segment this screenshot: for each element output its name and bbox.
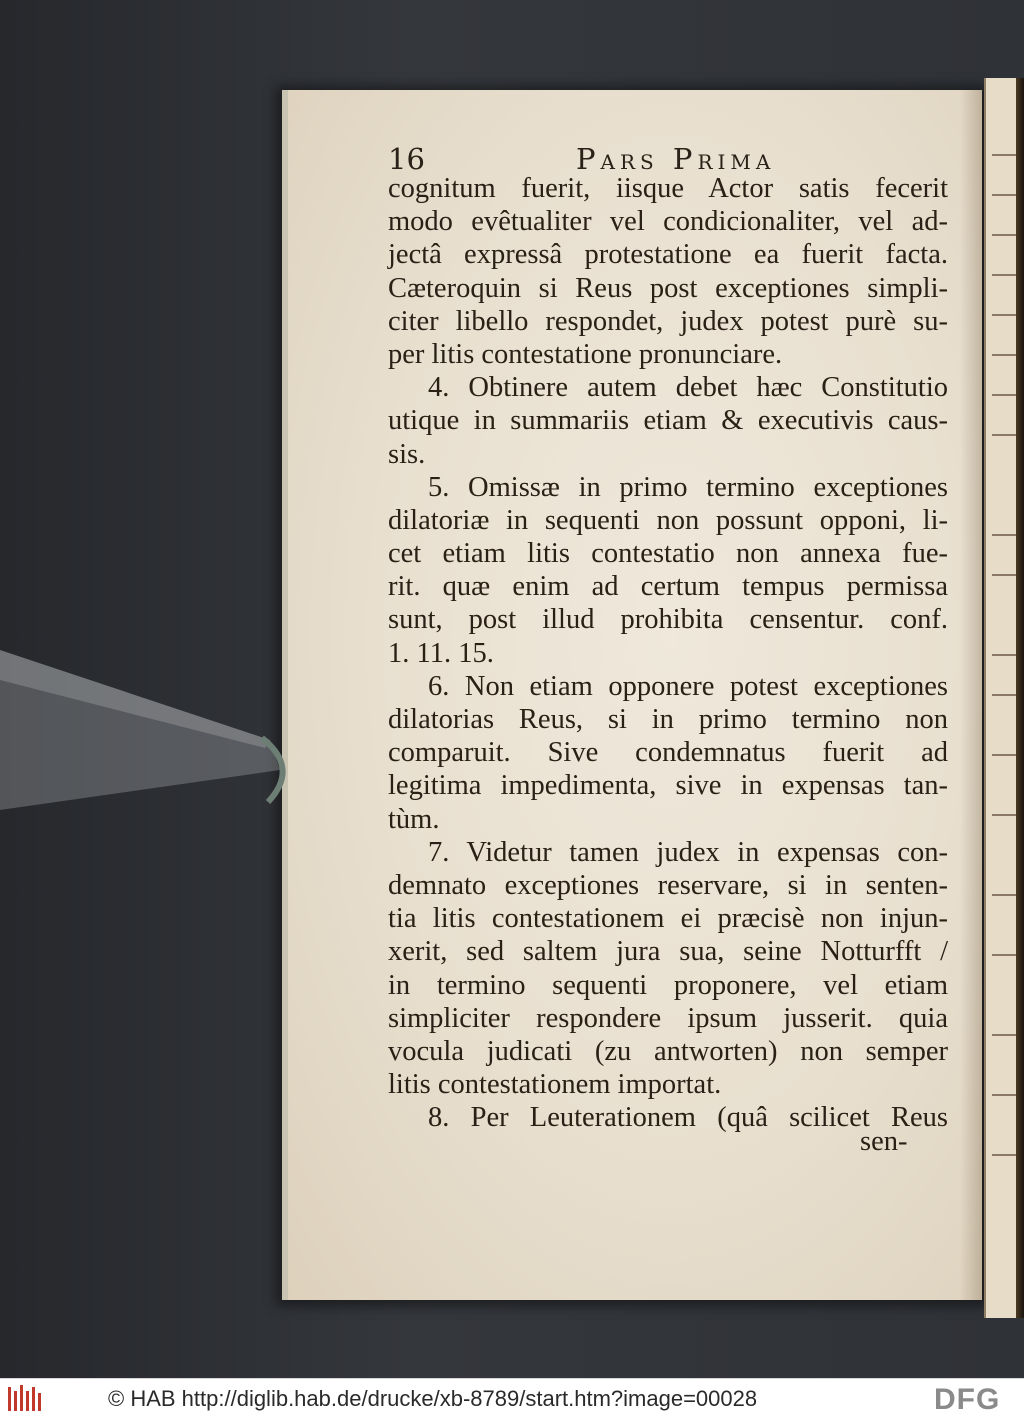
page-clamp (0, 640, 300, 820)
body-text (388, 172, 948, 1134)
text-line: per litis contestatione pronunciare. (388, 338, 783, 370)
text-line: rit. quæ enim ad certum tempus permissa (388, 571, 948, 603)
text-line: dilatorias Reus, si in primo termino non (388, 704, 948, 735)
text-line: utique in summariis etiam & executivis caus- (388, 405, 948, 437)
text-line: vocula judicati (zu antworten) non semper (388, 1035, 948, 1067)
text-line: 8. Per Leuterationem (quâ scilicet Reus (428, 1102, 948, 1134)
text-line: dilatoriæ in sequenti non possunt opponi, li- (388, 504, 948, 536)
text-line: in termino sequenti proponere, vel etiam (388, 969, 948, 1001)
text-line: cognitum fuerit, iisque Actor satis fecerit (388, 173, 948, 204)
text-line: 7. Videtur tamen judex in expensas con- (428, 836, 948, 868)
viewer-footer (0, 1378, 1024, 1419)
text-line: comparuit. Sive condemnatus fuerit ad (388, 737, 948, 769)
text-line: legitima impedimenta, sive in expensas tan- (388, 770, 948, 802)
book-page (282, 90, 982, 1300)
copyright-url[interactable]: © HAB http://diglib.hab.de/drucke/xb-8789/start.htm?image=00028 (108, 1386, 758, 1411)
hab-logo (6, 1383, 46, 1415)
text-line: demnato exceptiones reservare, si in senten- (388, 869, 948, 901)
text-line: cet etiam litis contestatio non annexa fue- (388, 538, 948, 570)
running-title: Pars Prima (576, 142, 776, 176)
book-spine-edge (1016, 78, 1024, 1318)
text-line: Cæteroquin si Reus post exceptiones simpli- (388, 272, 948, 304)
text-line: simpliciter respondere ipsum jusserit. quia (388, 1002, 948, 1034)
text-line: xerit, sed saltem jura sua, seine Notturfft / (388, 936, 948, 968)
text-line: litis contestationem importat. (388, 1069, 722, 1101)
text-line: sis. (388, 438, 426, 470)
text-line: sunt, post illud prohibita censentur. conf. (388, 604, 948, 636)
text-line: 5. Omissæ in primo termino exceptiones (428, 471, 948, 503)
text-line: 6. Non etiam opponere potest exceptiones (428, 670, 948, 702)
text-line: citer libello respondet, judex potest purè su- (388, 305, 948, 337)
text-line: jectâ expressâ protestatione ea fuerit facta. (388, 239, 948, 271)
text-line: 4. Obtinere autem debet hæc Constitutio (428, 372, 948, 404)
page-number: 16 (388, 142, 425, 176)
catchword: sen- (860, 1126, 908, 1157)
text-line: 1. 11. 15. (388, 637, 494, 669)
text-line: tùm. (388, 803, 440, 835)
text-line: modo evêtualiter vel condicionaliter, vel ad- (388, 206, 948, 238)
text-line: tia litis contestationem ei præcisè non injun- (388, 903, 948, 935)
dfg-logo: DFG (934, 1383, 1001, 1416)
